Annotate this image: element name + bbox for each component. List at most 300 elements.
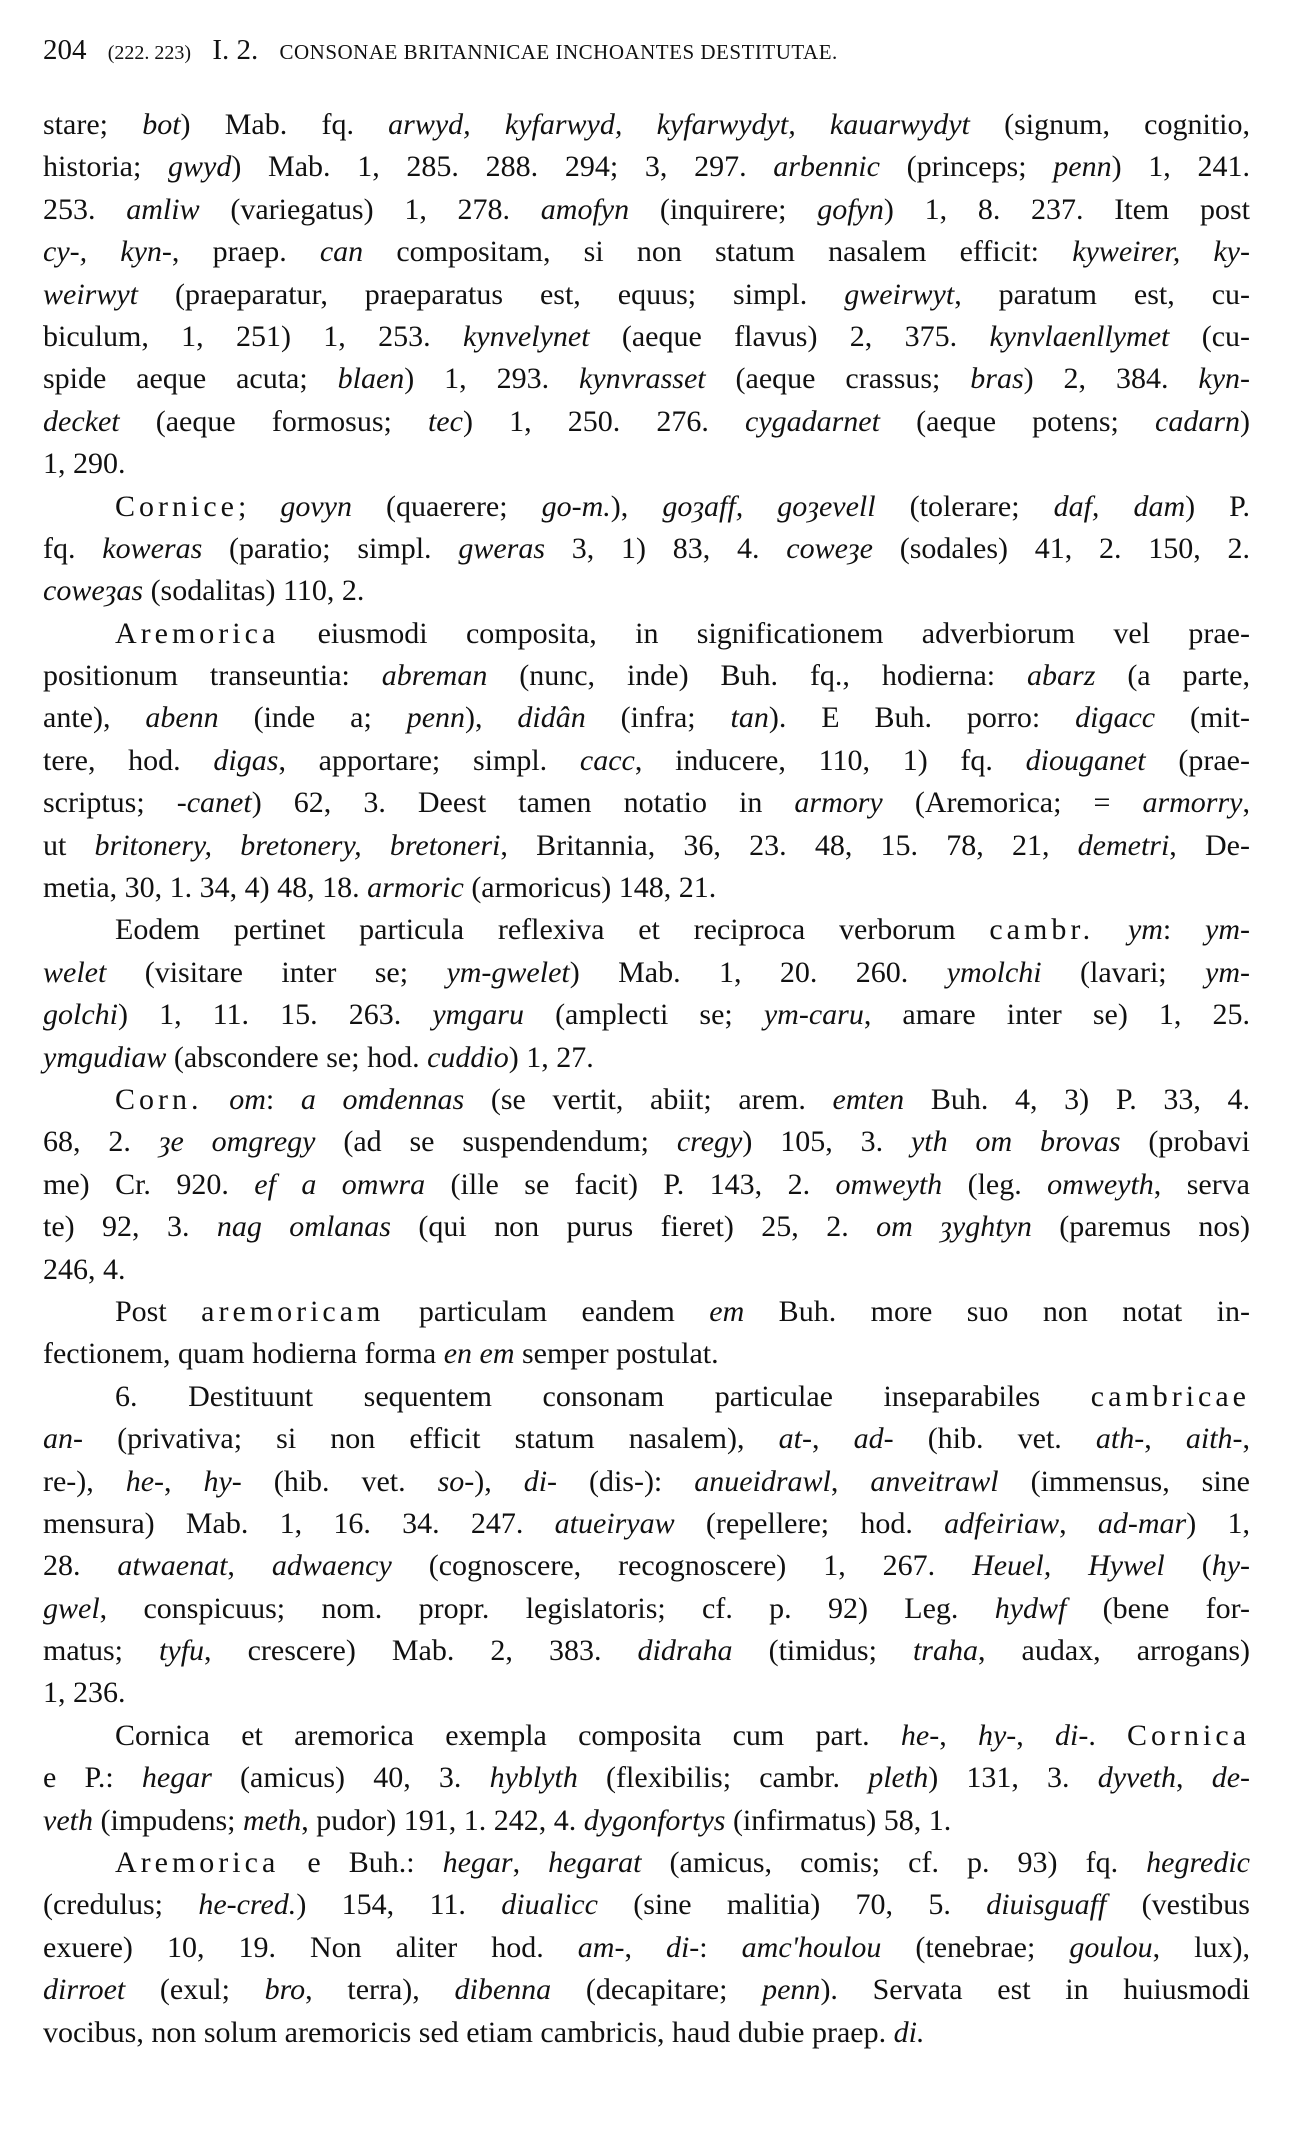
italic-term: coweȝas [43, 574, 144, 608]
text-run: (signum, cognitio, [969, 108, 1250, 141]
text-run: ante), [43, 701, 146, 735]
text-run: ) P. [1185, 489, 1251, 523]
text-line [43, 1079, 1250, 1121]
italic-term: tyfu [159, 1634, 205, 1668]
text-run: (aeque potens; [879, 404, 1155, 438]
text-run: re-), [43, 1464, 126, 1498]
text-line [43, 1164, 1250, 1206]
text-run: (praeparatur, praeparatus est, equus; simpl. [138, 277, 845, 311]
text-run: ) 1, 11. 15. 263. [118, 998, 433, 1032]
text-run: : [699, 1930, 742, 1964]
italic-term: kyweirer, ky- [1072, 235, 1250, 269]
italic-term: an- [43, 1422, 83, 1456]
text-run: tere, hod. [43, 743, 214, 777]
italic-term: traha [912, 1634, 978, 1668]
text-line [43, 274, 1250, 316]
italic-term: di- [1054, 1718, 1089, 1752]
text-run: , [1016, 1718, 1055, 1752]
text-line [43, 189, 1250, 231]
text-line [43, 1969, 1250, 2011]
italic-term: a omdennas [300, 1082, 465, 1116]
italic-term: hy- [977, 1718, 1017, 1752]
text-run: , [1144, 1422, 1186, 1456]
text-run: 28. [43, 1549, 118, 1583]
text-run: , conspicuus; nom. propr. legislatoris; cf. p. 92) Leg. [99, 1591, 995, 1625]
italic-term: armory [794, 786, 883, 820]
italic-term: digacc [1075, 701, 1156, 735]
text-run: (mit- [1155, 701, 1250, 735]
text-line [43, 1757, 1250, 1799]
text-run: te) 92, 3. [43, 1210, 217, 1244]
italic-term: bro [264, 1973, 306, 2007]
italic-term: he- [125, 1464, 165, 1498]
italic-term: ym- [1205, 913, 1251, 947]
text-run: , [1242, 786, 1250, 820]
spaced-term: cambricae [1090, 1379, 1250, 1413]
text-run: (exul; [125, 1973, 265, 2007]
text-run: (cognoscere, recognoscere) 1, 267. [391, 1549, 973, 1583]
italic-term: demetri [1077, 828, 1170, 862]
italic-term: om ȝyghtyn [876, 1210, 1032, 1244]
text-run: (se vertit, abiit; arem. [464, 1082, 833, 1116]
spaced-term: Aremorica [115, 616, 280, 650]
text-line [43, 952, 1250, 994]
italic-term: didraha [637, 1634, 733, 1668]
italic-term: welet [43, 955, 107, 989]
text-run: ( [1164, 1549, 1212, 1583]
italic-term: nag omlanas [216, 1210, 391, 1244]
text-run: (decapitare; [551, 1973, 763, 2007]
text-run: , lux), [1152, 1930, 1251, 1964]
text-line [43, 1884, 1250, 1926]
text-run: (qui non purus fieret) 25, 2. [390, 1210, 877, 1244]
italic-term: ȝe omgregy [158, 1125, 316, 1159]
text-run: ) Mab. fq. [180, 108, 389, 141]
text-run: me) Cr. 920. [43, 1167, 255, 1201]
italic-term: de- [1211, 1761, 1251, 1795]
text-run: particulam eandem [384, 1294, 710, 1328]
italic-term: atueiryaw [554, 1506, 675, 1540]
text-line [43, 1121, 1250, 1163]
italic-term: bot [142, 108, 181, 141]
italic-term: omweyth [1047, 1167, 1154, 1201]
text-run: . [1088, 1718, 1128, 1752]
italic-term: dyveth [1097, 1761, 1177, 1795]
text-run: (timidus; [732, 1634, 913, 1668]
text-run: 6. Destituunt sequentem consonam particulae inseparabiles [115, 1379, 1091, 1413]
text-run: ), [610, 489, 663, 523]
text-run: (repellere; hod. [674, 1506, 945, 1540]
text-run: (a parte, [1095, 659, 1250, 693]
italic-term: so- [437, 1464, 475, 1498]
text-run: e Buh.: [279, 1846, 443, 1880]
text-run: metia, 30, 1. 34, 4) 48, 18. [43, 871, 368, 905]
italic-term: ym- [1205, 955, 1250, 989]
text-run: ) Mab. 1, 285. 288. 294; 3, 297. [231, 150, 774, 184]
text-line [43, 909, 1250, 951]
text-run: mensura) Mab. 1, 16. 34. 247. [43, 1506, 555, 1540]
text-run: , apportare; simpl. [278, 743, 580, 777]
text-run: , [624, 1930, 666, 1964]
text-run: 68, 2. [43, 1125, 159, 1159]
text-run: (aeque crassus; [705, 362, 971, 396]
text-run: (infirmatus) 58, 1. [725, 1803, 952, 1837]
text-run: ) 1, [1186, 1506, 1250, 1540]
page-number: 204 [43, 34, 87, 66]
text-line [43, 2012, 1250, 2054]
text-run: , De- [1169, 828, 1250, 862]
text-line [43, 1672, 1250, 1714]
italic-term: at- [778, 1422, 812, 1456]
text-run: e P.: [43, 1761, 142, 1795]
text-line [43, 104, 1250, 146]
text-line [43, 401, 1250, 443]
italic-term: cy-, kyn- [43, 235, 172, 269]
spaced-term: aremoricam [201, 1294, 385, 1328]
text-run: (inquirere; [629, 192, 818, 226]
text-run: historia; [43, 150, 169, 184]
text-run: Cornica et aremorica exempla composita cum part. [115, 1718, 901, 1752]
text-line [43, 231, 1250, 273]
italic-term: hegredic [1146, 1846, 1250, 1880]
italic-term: arbennic [773, 150, 880, 184]
italic-term: am- [577, 1930, 625, 1964]
text-run: ), [465, 701, 518, 735]
text-run: (dis-): [557, 1464, 695, 1498]
text-run: , [227, 1549, 272, 1583]
text-run: (vestibus [1106, 1888, 1250, 1922]
text-run: (aeque formosus; [119, 404, 428, 438]
text-run: (hib. vet. [893, 1422, 1096, 1456]
text-run: (leg. [942, 1167, 1048, 1201]
text-line [43, 1461, 1250, 1503]
text-run: (sodales) 41, 2. 150, 2. [872, 531, 1251, 565]
italic-term: cadarn [1155, 404, 1240, 438]
italic-term: di. [893, 2015, 925, 2049]
text-line [43, 1418, 1250, 1460]
italic-term: daf, dam [1053, 489, 1186, 523]
italic-term: ym-gwelet [446, 955, 570, 989]
italic-term: pleth [868, 1761, 929, 1795]
text-run: (abscondere se; hod. [166, 1040, 428, 1074]
text-run: (flexibilis; cambr. [577, 1761, 869, 1795]
text-run: , [830, 1464, 871, 1498]
italic-term: ymgaru [432, 998, 524, 1032]
text-run: (quaerere; [351, 489, 542, 523]
text-run: (sodalitas) 110, 2. [143, 574, 365, 608]
text-run: , praep. [171, 235, 320, 269]
italic-term: didân [517, 701, 586, 735]
italic-term: britonery, bretonery, bretoneri [94, 828, 501, 862]
italic-term: govyn [280, 489, 352, 523]
text-run: 1, 236. [43, 1676, 126, 1710]
text-run: (ille se facit) P. 143, 2. [425, 1167, 836, 1201]
text-run: eiusmodi composita, in significationem adverbiorum vel prae- [279, 616, 1250, 650]
text-run: ) 1, 241. [1111, 150, 1250, 184]
text-run: (paratio; simpl. [202, 531, 459, 565]
italic-term: amofyn [540, 192, 630, 226]
text-line [43, 1927, 1250, 1969]
italic-term: ym [1127, 913, 1163, 947]
text-line [43, 146, 1250, 188]
italic-term: goulou [1069, 1930, 1153, 1964]
italic-term: ef a omwra [254, 1167, 426, 1201]
text-run: (tolerare; [875, 489, 1054, 523]
italic-term: dirroet [43, 1973, 126, 2007]
section-number: I. 2. [212, 34, 259, 66]
italic-term: goȝaff, goȝevell [662, 489, 876, 523]
text-run: ). Servata est in huiusmodi [820, 1973, 1250, 2007]
text-run: fectionem, quam hodierna forma [43, 1337, 444, 1371]
text-run: (princeps; [879, 150, 1054, 184]
text-run: , amare inter se) 1, 25. [863, 998, 1250, 1032]
text-run: (privativa; si non efficit statum nasalem), [83, 1422, 779, 1456]
text-run: (credulus; [43, 1888, 199, 1922]
spaced-term: Cornice [115, 489, 238, 523]
text-run: scriptus; [43, 786, 177, 820]
text-run: ) 105, 3. [742, 1125, 911, 1159]
text-run: (prae- [1145, 743, 1250, 777]
text-line [43, 994, 1250, 1036]
text-line [43, 1291, 1250, 1333]
text-run: ). E Buh. porro: [768, 701, 1076, 735]
italic-term: ymolchi [946, 955, 1042, 989]
italic-term: cregy [676, 1125, 743, 1159]
text-run: Eodem pertinet particula reflexiva et reciproca verborum [115, 913, 990, 947]
text-line [43, 316, 1250, 358]
text-run: (nunc, inde) Buh. fq., hodierna: [487, 659, 1028, 693]
italic-term: amliw [126, 192, 200, 226]
text-run: ) 1, 8. 237. Item post [883, 192, 1251, 226]
italic-term: om [229, 1082, 266, 1116]
italic-term: adfeiriaw [944, 1506, 1060, 1540]
italic-term: armoric [367, 871, 464, 905]
italic-term: hegar [442, 1846, 513, 1880]
text-line [43, 570, 1250, 612]
italic-term: omweyth [835, 1167, 943, 1201]
text-line [43, 1333, 1250, 1375]
text-run: positionum transeuntia: [43, 659, 382, 693]
italic-term: penn [762, 1973, 821, 2007]
italic-term: digas [213, 743, 279, 777]
italic-term: Heuel, Hywel [972, 1549, 1165, 1583]
text-run: stare; [43, 108, 143, 141]
italic-term: meth [242, 1803, 302, 1837]
italic-term: can [319, 235, 364, 269]
italic-term: tec [427, 404, 463, 438]
text-line [43, 697, 1250, 739]
text-run: ) 1, 293. [404, 362, 580, 396]
italic-term: hyblyth [489, 1761, 578, 1795]
text-run: (variegatus) 1, 278. [199, 192, 541, 226]
spaced-term: Aremorica [115, 1846, 280, 1880]
text-run: (amicus) 40, 3. [211, 1761, 490, 1795]
text-run: , audax, arrogans) [977, 1634, 1250, 1668]
text-run: (amicus, comis; cf. p. 93) fq. [641, 1846, 1147, 1880]
italic-term: diouganet [1025, 743, 1146, 777]
italic-term: adwaency [271, 1549, 392, 1583]
italic-term: he-cred. [198, 1888, 297, 1922]
text-run: ) 154, 11. [296, 1888, 502, 1922]
original-pages: (222. 223) [107, 42, 192, 64]
text-run: (visitare inter se; [106, 955, 447, 989]
italic-term: dibenna [454, 1973, 552, 2007]
italic-term: anueidrawl [694, 1464, 831, 1498]
text-line [43, 782, 1250, 824]
text-run: , pudor) 191, 1. 242, 4. [301, 1803, 584, 1837]
text-run: , [1176, 1761, 1212, 1795]
italic-term: diualicc [501, 1888, 598, 1922]
text-run: , [1242, 1422, 1251, 1456]
italic-term: ym-caru [763, 998, 864, 1032]
text-run: , paratum est, cu- [954, 277, 1251, 311]
text-run: ; [237, 489, 281, 523]
text-run: matus; [43, 1634, 160, 1668]
text-run: ), [474, 1464, 524, 1498]
text-run: ) 1, 27. [508, 1040, 594, 1074]
text-line [43, 1715, 1250, 1757]
italic-term: ymgudiaw [43, 1040, 167, 1074]
italic-term: diuisguaff [986, 1888, 1107, 1922]
text-line [43, 358, 1250, 400]
text-run: (probavi [1120, 1125, 1251, 1159]
text-run: (bene for- [1066, 1591, 1250, 1625]
italic-term: emten [832, 1082, 905, 1116]
italic-term: veth [43, 1803, 93, 1837]
text-line [43, 1630, 1250, 1672]
italic-term: he- [900, 1718, 940, 1752]
italic-term: em [709, 1294, 745, 1328]
text-run: , crescere) Mab. 2, 383. [204, 1634, 638, 1668]
text-run: , [811, 1422, 854, 1456]
text-run: fq. [43, 531, 103, 565]
italic-term: hy- [1211, 1549, 1250, 1583]
text-line [43, 1588, 1250, 1630]
running-title: CONSONAE BRITANNICAE INCHOANTES DESTITUTAE. [279, 40, 838, 64]
italic-term: gofyn [817, 192, 884, 226]
italic-term: cacc [579, 743, 635, 777]
italic-term: gwyd [168, 150, 232, 184]
text-run: 3, 1) 83, 4. [545, 531, 787, 565]
spaced-term: Corn. [115, 1082, 203, 1116]
text-run: , [512, 1846, 549, 1880]
text-run: Buh. more suo non notat in- [744, 1294, 1251, 1328]
italic-term: gweirwyt [844, 277, 955, 311]
text-run: vocibus, non solum aremoricis sed etiam cambricis, haud dubie praep. [43, 2015, 894, 2049]
text-line [43, 1206, 1250, 1248]
text-run: (immensus, sine [998, 1464, 1250, 1498]
text-run: (hib. vet. [241, 1464, 438, 1498]
italic-term: abreman [381, 659, 488, 693]
italic-term: hy- [203, 1464, 242, 1498]
text-run: (paremus nos) [1031, 1210, 1250, 1244]
text-run: (armoricus) 148, 21. [463, 871, 717, 905]
italic-term: anveitrawl [870, 1464, 999, 1498]
text-run: (sine malitia) 70, 5. [597, 1888, 987, 1922]
italic-term: aith- [1185, 1422, 1243, 1456]
italic-term: ath- [1095, 1422, 1145, 1456]
text-run: ) Mab. 1, 20. 260. [569, 955, 947, 989]
text-line [43, 740, 1250, 782]
text-run: (infra; [585, 701, 731, 735]
italic-term: hegarat [548, 1846, 642, 1880]
text-run: spide aeque acuta; [43, 362, 338, 396]
text-run: (ad se suspendendum; [315, 1125, 677, 1159]
text-line [43, 1842, 1250, 1884]
text-line [43, 1545, 1250, 1587]
italic-term: koweras [102, 531, 203, 565]
italic-term: dygonfortys [583, 1803, 726, 1837]
italic-term: abenn [145, 701, 219, 735]
text-run: : [1162, 913, 1206, 947]
italic-term: arwyd, kyfarwyd, kyfarwydyt, kauarwydyt [388, 108, 970, 141]
italic-term: ad- [853, 1422, 894, 1456]
text-line [43, 1503, 1250, 1545]
italic-term: go-m. [541, 489, 611, 523]
text-run: Post [115, 1294, 202, 1328]
italic-term: blaen [337, 362, 405, 396]
text-run: (cu- [1169, 319, 1251, 353]
text-run: (impudens; [92, 1803, 243, 1837]
italic-term: penn [406, 701, 466, 735]
italic-term: armorry [1142, 786, 1243, 820]
text-run: compositam, si non statum nasalem efficit: [363, 235, 1073, 269]
text-run: ) 131, 3. [928, 1761, 1098, 1795]
text-line [43, 867, 1250, 909]
italic-term: yth om brovas [910, 1125, 1121, 1159]
italic-term: cygadarnet [745, 404, 880, 438]
body-text [43, 104, 1250, 2054]
running-header [43, 34, 1253, 67]
text-run: biculum, 1, 251) 1, 253. [43, 319, 463, 353]
italic-term: di- [665, 1930, 700, 1964]
italic-term: golchi [43, 998, 118, 1032]
text-run: exuere) 10, 19. Non aliter hod. [43, 1930, 578, 1964]
text-line [43, 528, 1250, 570]
text-run: 253. [43, 192, 127, 226]
italic-term: abarz [1027, 659, 1096, 693]
italic-term: kynvrasset [579, 362, 706, 396]
italic-term: penn [1053, 150, 1112, 184]
text-run: ) 2, 384. [1023, 362, 1199, 396]
text-run: Buh. 4, 3) P. 33, 4. [904, 1082, 1251, 1116]
text-line [43, 1800, 1250, 1842]
italic-term: bras [970, 362, 1024, 396]
text-run [203, 1083, 230, 1116]
italic-term: gwel [43, 1591, 100, 1625]
text-line [43, 443, 1250, 485]
text-line [43, 655, 1250, 697]
text-run: ) [1240, 404, 1250, 438]
italic-term: kynvelynet [462, 319, 590, 353]
text-run [1094, 913, 1128, 946]
text-run: : [265, 1082, 301, 1116]
italic-term: tan [730, 701, 769, 735]
text-line [43, 1249, 1250, 1291]
italic-term: hegar [141, 1761, 212, 1795]
text-line [43, 486, 1250, 528]
text-run: (inde a; [218, 701, 407, 735]
text-line [43, 613, 1250, 655]
text-run: (tenebrae; [881, 1930, 1070, 1964]
text-run: ) 1, 250. 276. [462, 404, 745, 438]
text-line [43, 825, 1250, 867]
text-line [43, 1376, 1250, 1418]
text-run: (Aremorica; = [882, 786, 1143, 820]
italic-term: coweȝe [786, 531, 873, 565]
italic-term: -canet [176, 786, 252, 820]
text-run: (aeque flavus) 2, 375. [589, 319, 990, 353]
